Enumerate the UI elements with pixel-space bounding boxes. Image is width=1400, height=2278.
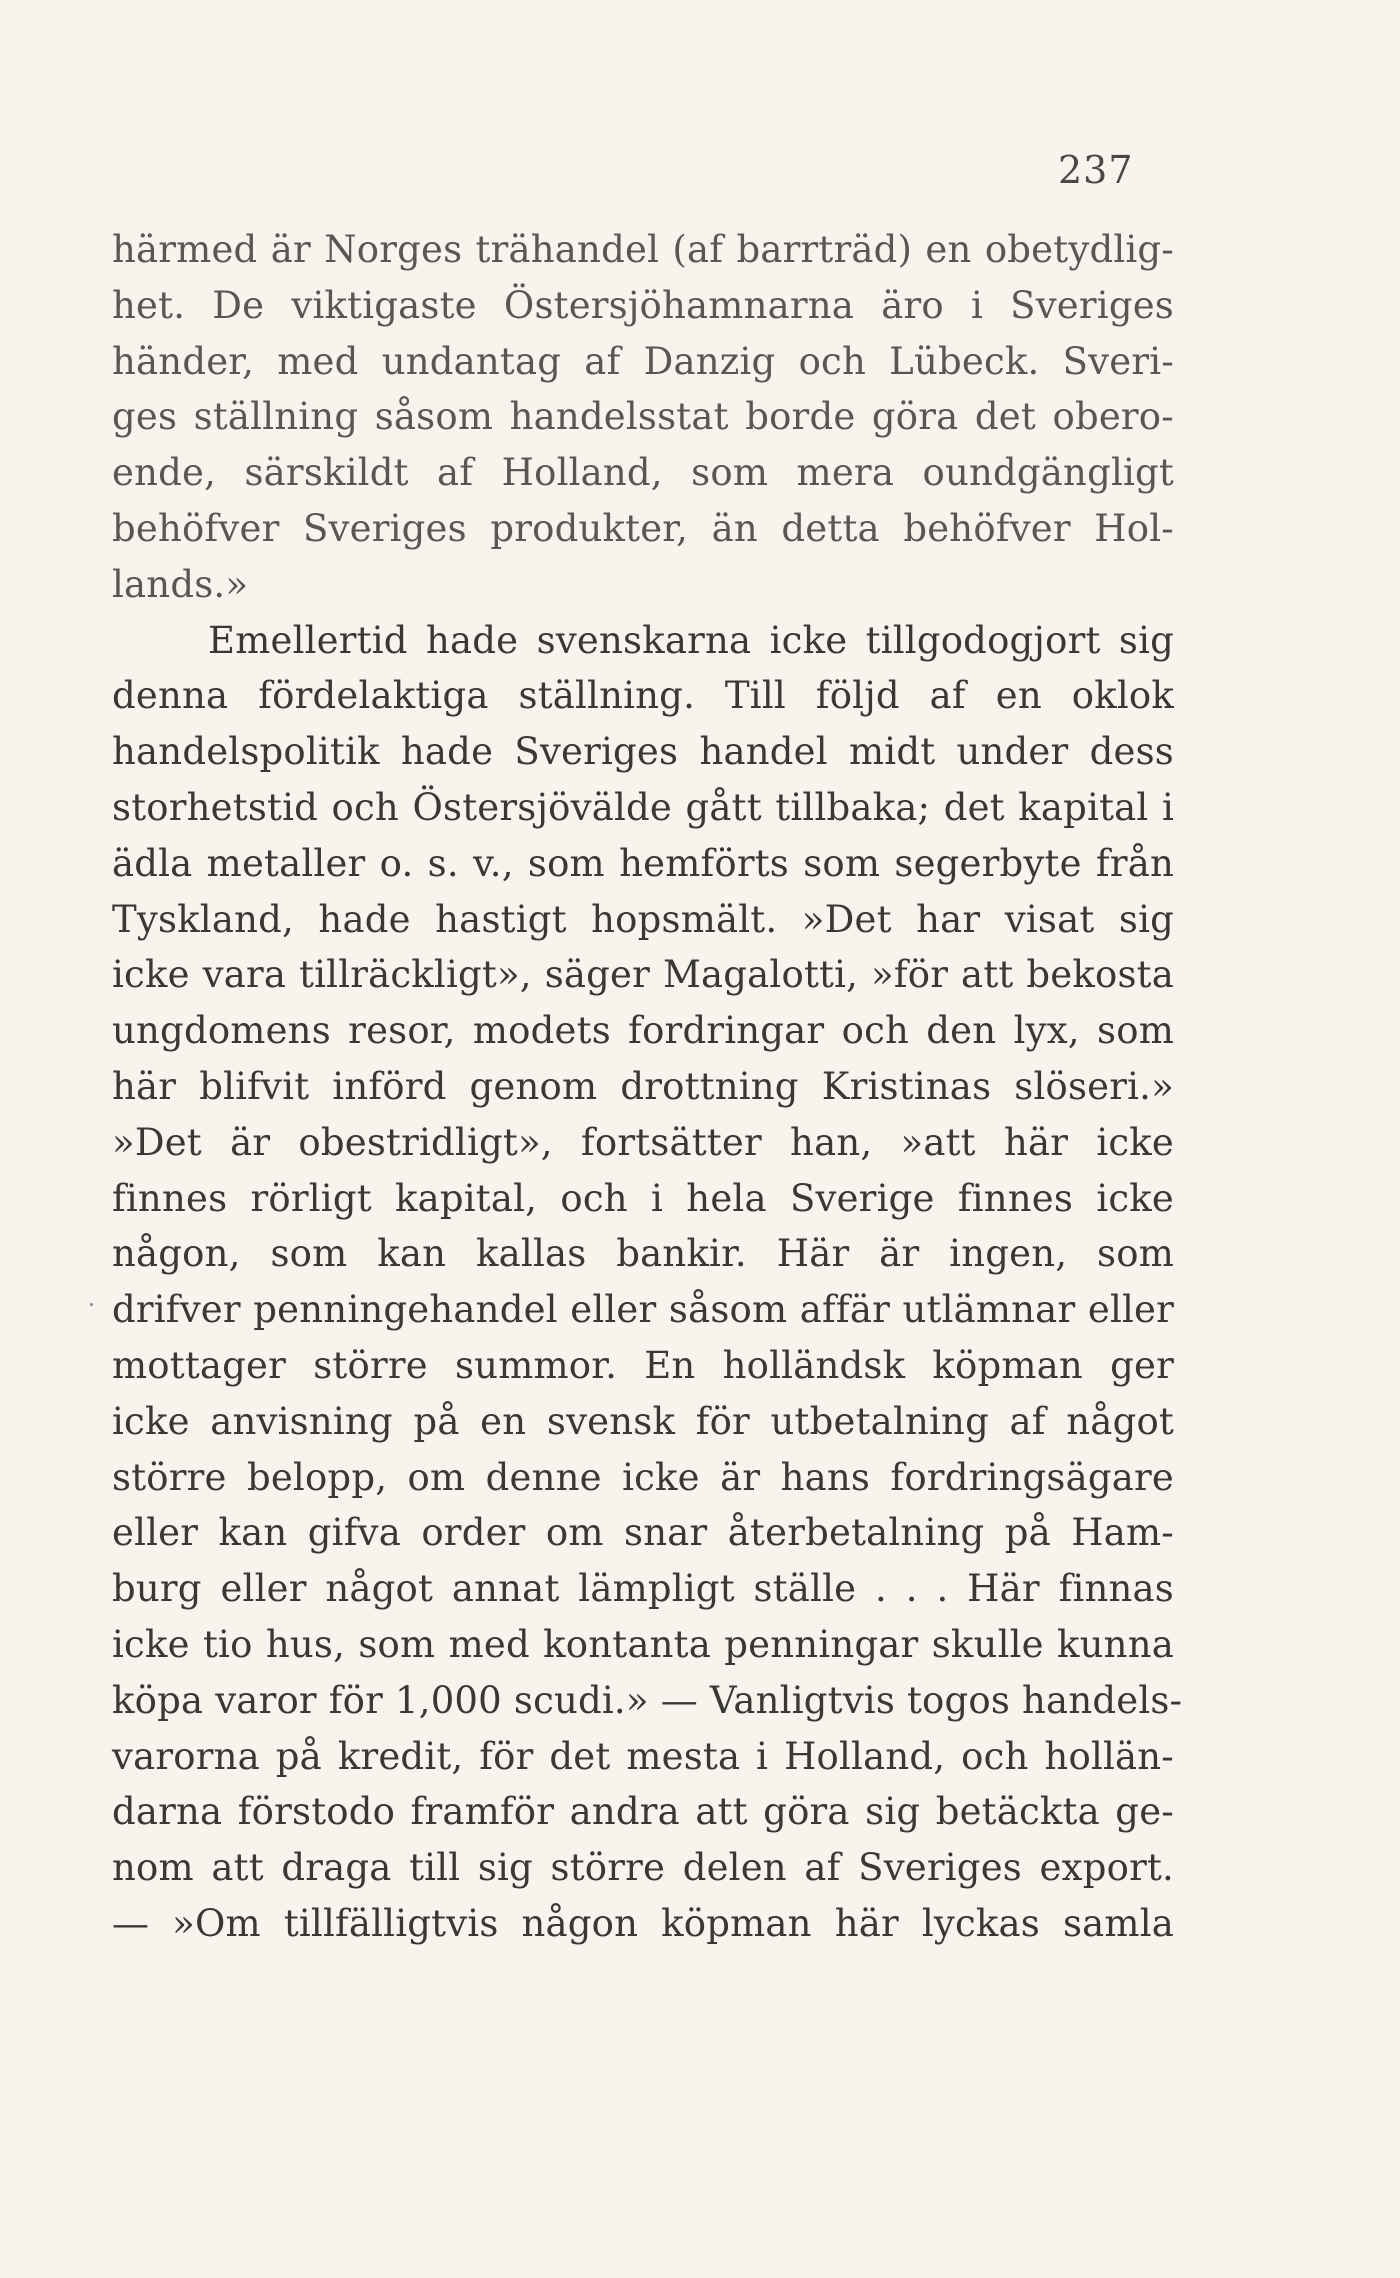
text-line: härmed är Norges trähandel (af barrträd) en obetydlig- [112, 228, 1174, 271]
text-line: burg eller något annat lämpligt ställe . . . Här finnas [112, 1567, 1174, 1611]
text-line: ges ställning såsom handelsstat borde göra det obero- [112, 395, 1174, 439]
text-line: köpa varor för 1,000 scudi.» — Vanligtvis togos handels- [112, 1678, 1183, 1722]
text-line: större belopp, om denne icke är hans fordringsägare [112, 1455, 1174, 1499]
text-line: ungdomens resor, modets fordringar och den lyx, som [112, 1009, 1174, 1053]
text-line: denna fördelaktiga ställning. Till följd af en oklok [112, 674, 1174, 718]
text-line: »Det är obestridligt», fortsätter han, »att här icke [112, 1120, 1174, 1164]
text-line: handelspolitik hade Sveriges handel midt under dess [112, 730, 1174, 774]
text-line: icke vara tillräckligt», säger Magalotti, »för att bekosta [112, 953, 1174, 997]
text-line: darna förstodo framför andra att göra sig betäckta ge- [112, 1790, 1174, 1834]
text-line: varorna på kredit, för det mesta i Holland, och hollän- [112, 1734, 1174, 1778]
text-line: — »Om tillfälligtvis någon köpman här lyckas samla [112, 1901, 1174, 1945]
text-line: ende, särskildt af Holland, som mera oundgängligt [112, 451, 1174, 495]
margin-speck [90, 1303, 93, 1306]
text-line: eller kan gifva order om snar återbetalning på Ham- [112, 1511, 1174, 1555]
text-line: ädla metaller o. s. v., som hemförts som segerbyte från [112, 841, 1174, 885]
page-number: 237 [1058, 148, 1134, 192]
text-line: här blifvit införd genom drottning Kristinas slöseri.» [112, 1064, 1174, 1108]
text-line: finnes rörligt kapital, och i hela Sverige finnes icke [112, 1176, 1174, 1220]
text-line: händer, med undantag af Danzig och Lübeck. Sveri- [112, 339, 1174, 383]
text-line: het. De viktigaste Östersjöhamnarna äro i Sveriges [112, 283, 1174, 327]
text-line: icke anvisning på en svensk för utbetalning af något [112, 1399, 1174, 1443]
body-text [112, 222, 1183, 1952]
text-line: mottager större summor. En holländsk köpman ger [112, 1343, 1174, 1387]
text-line: drifver penningehandel eller såsom affär utlämnar eller [112, 1288, 1174, 1332]
text-line: storhetstid och Östersjövälde gått tillbaka; det kapital i [112, 785, 1174, 829]
text-line: Tyskland, hade hastigt hopsmält. »Det har visat sig [112, 897, 1174, 941]
text-line: någon, som kan kallas bankir. Här är ingen, som [112, 1232, 1174, 1276]
text-line: lands.» [112, 562, 249, 606]
text-line: nom att draga till sig större delen af Sveriges export. [112, 1846, 1174, 1890]
text-line: icke tio hus, som med kontanta penningar skulle kunna [112, 1622, 1174, 1666]
text-line: behöfver Sveriges produkter, än detta behöfver Hol- [112, 506, 1174, 550]
text-line: Emellertid hade svenskarna icke tillgodogjort sig [208, 618, 1174, 662]
